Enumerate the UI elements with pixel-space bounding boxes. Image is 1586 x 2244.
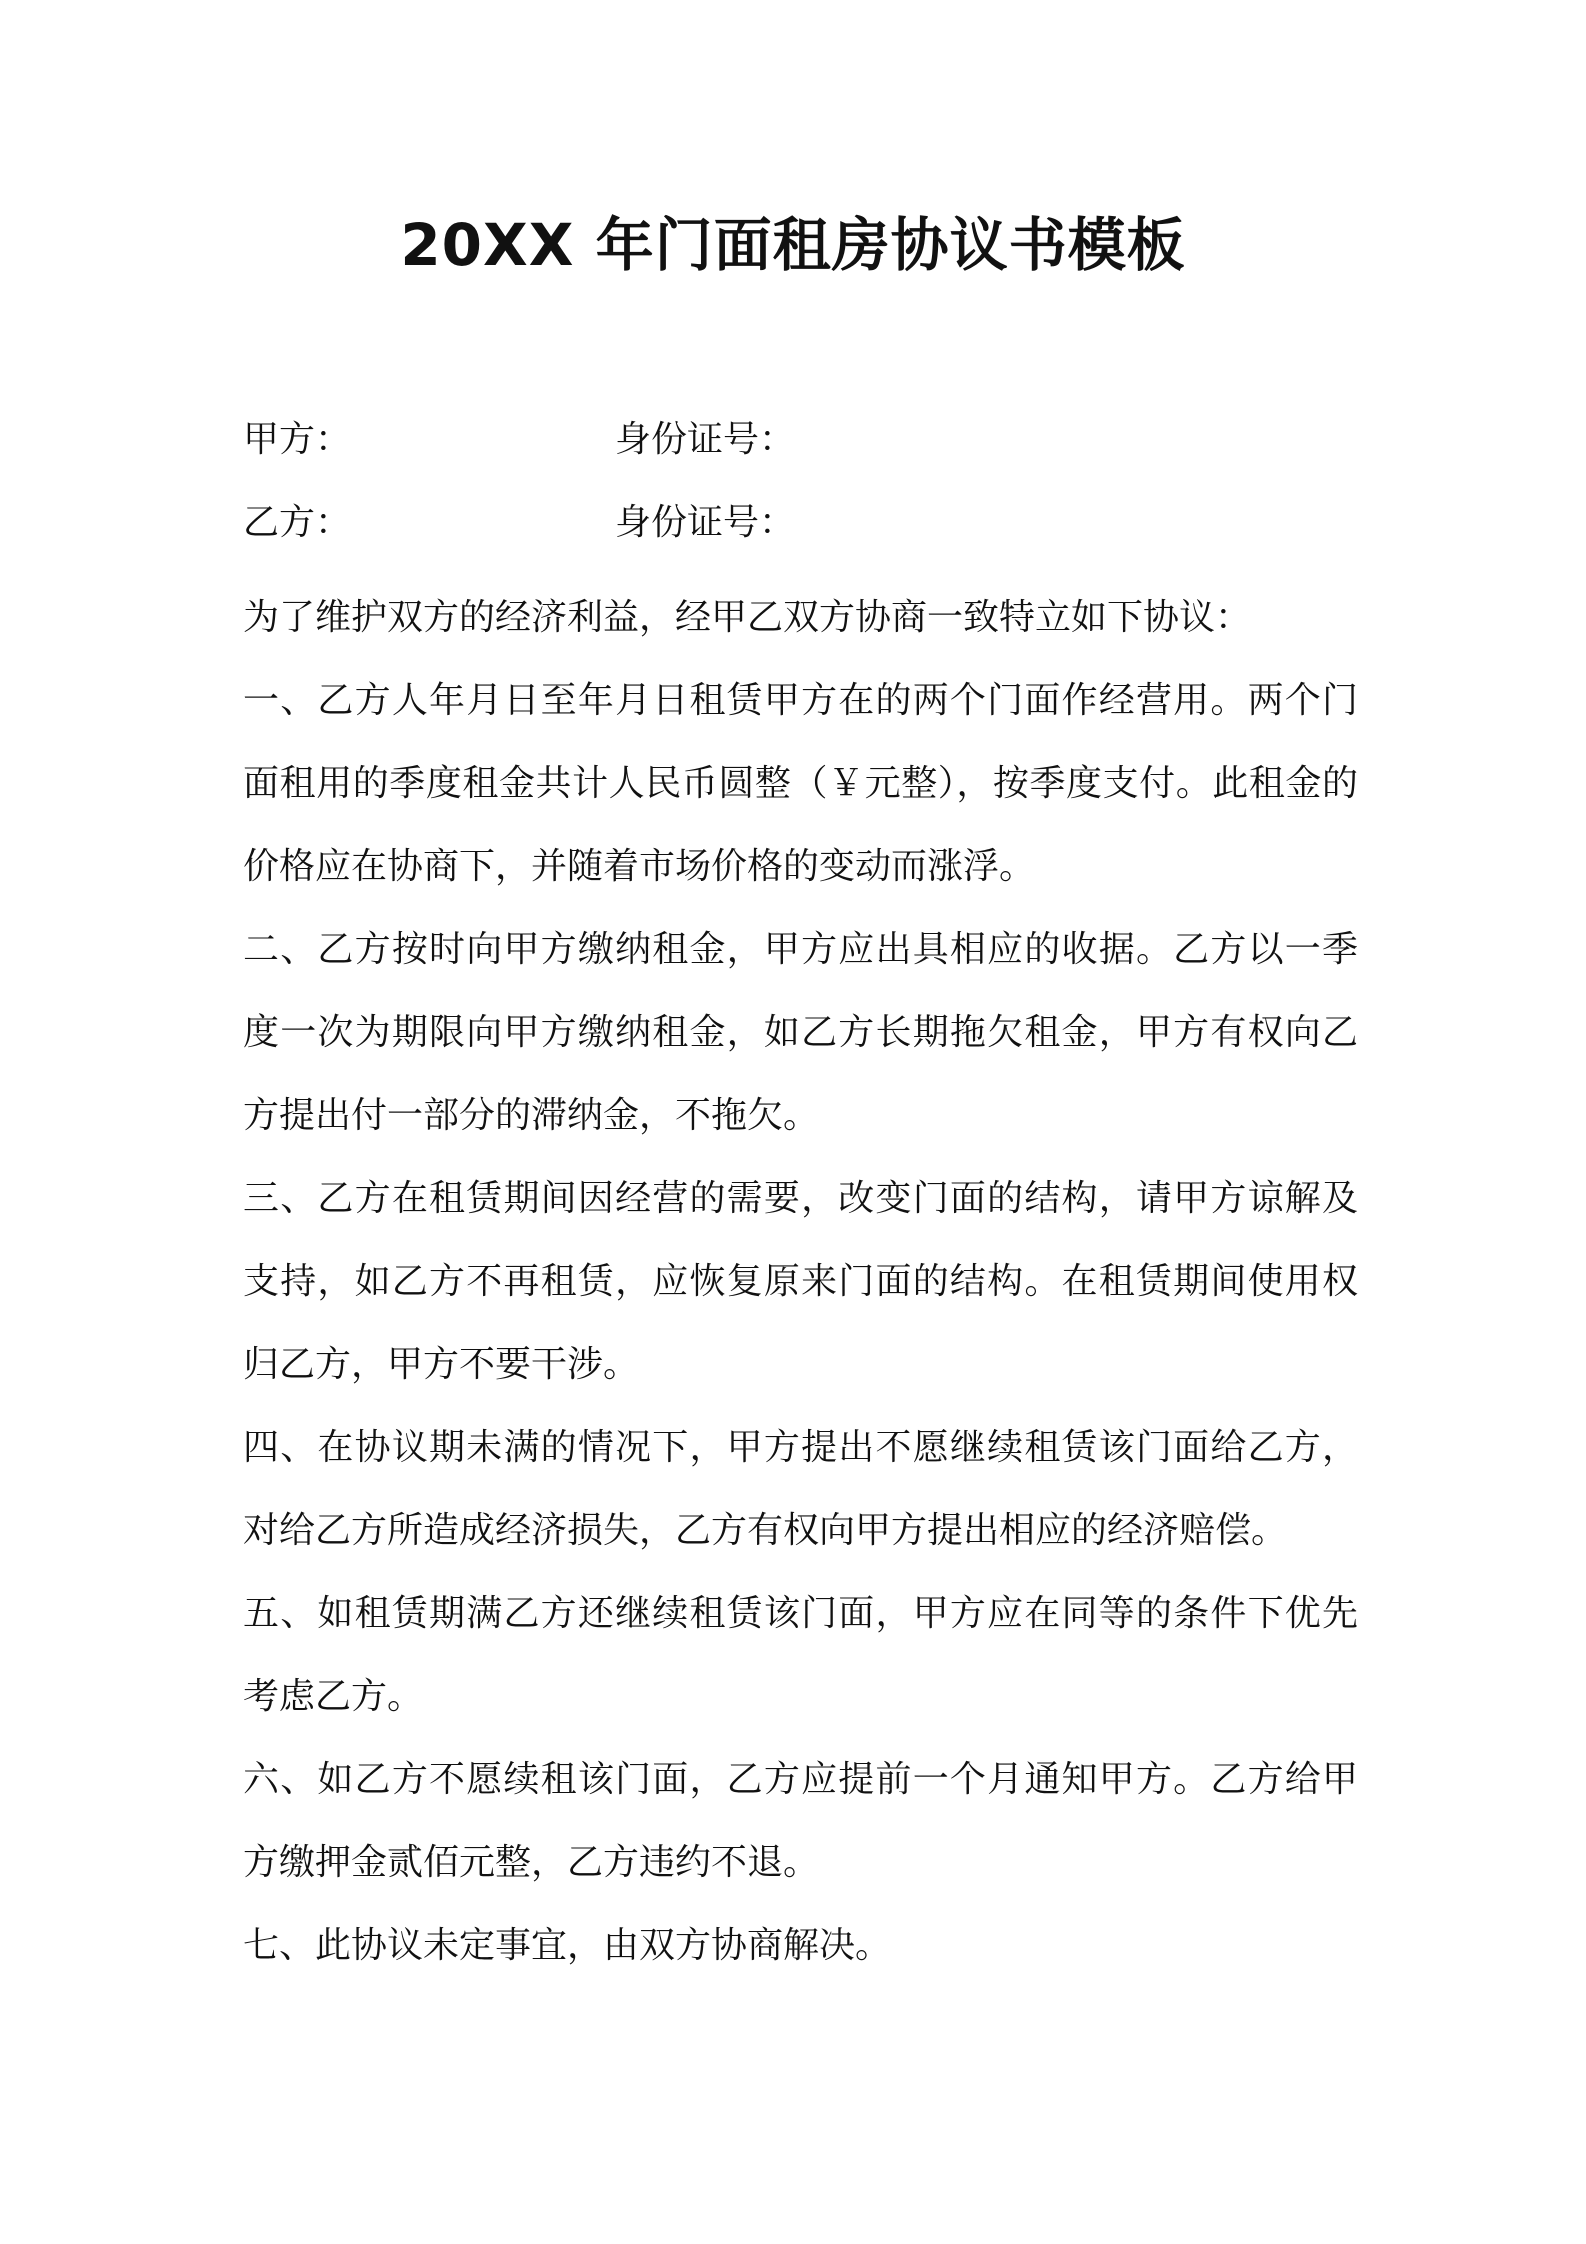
party-b-label: 乙方： — [243, 502, 352, 543]
party-a-label: 甲方： — [243, 419, 352, 460]
document-title: 20XX 年门面租房协议书模板 — [400, 211, 1186, 279]
party-a-id-label: 身份证号： — [615, 419, 796, 460]
clause-1: 一、乙方人年月日至年月日租赁甲方在的两个门面作经营用。两个门面租用的季度租金共计人民币圆整（￥元整），按季度支付。此租金的价格应在协商下，并随着市场价格的变动而涨浮。 — [243, 680, 1358, 887]
clause-2: 二、乙方按时向甲方缴纳租金，甲方应出具相应的收据。乙方以一季度一次为期限向甲方缴纳租金，如乙方长期拖欠租金，甲方有权向乙方提出付一部分的滞纳金，不拖欠。 — [243, 929, 1358, 1136]
clause-6: 六、如乙方不愿续租该门面，乙方应提前一个月通知甲方。乙方给甲方缴押金贰佰元整，乙方违约不退。 — [243, 1759, 1358, 1883]
agreement-body — [243, 576, 1358, 1987]
intro-paragraph: 为了维护双方的经济利益，经甲乙双方协商一致特立如下协议： — [243, 597, 1252, 638]
clause-3: 三、乙方在租赁期间因经营的需要，改变门面的结构，请甲方谅解及支持，如乙方不再租赁，应恢复原来门面的结构。在租赁期间使用权归乙方，甲方不要干涉。 — [243, 1178, 1358, 1385]
clause-7: 七、此协议未定事宜，由双方协商解决。 — [243, 1925, 892, 1966]
clause-4: 四、在协议期未满的情况下，甲方提出不愿继续租赁该门面给乙方，对给乙方所造成经济损失，乙方有权向甲方提出相应的经济赔偿。 — [243, 1427, 1358, 1551]
clause-5: 五、如租赁期满乙方还继续租赁该门面，甲方应在同等的条件下优先考虑乙方。 — [243, 1593, 1358, 1717]
party-b-id-label: 身份证号： — [615, 502, 796, 543]
